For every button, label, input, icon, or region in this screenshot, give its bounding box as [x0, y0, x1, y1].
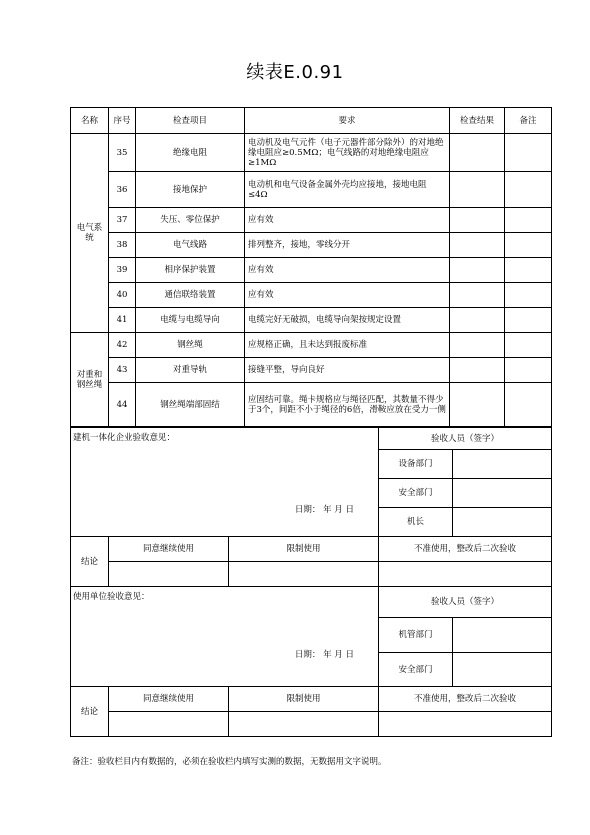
option-rectify: 不准使用，整改后二次验收: [379, 537, 552, 562]
row-remark[interactable]: [505, 333, 552, 358]
conclusion-label-2: 结论: [71, 687, 109, 737]
group-counterweight: 对重和钢丝绳: [71, 333, 109, 427]
table-row: [71, 233, 552, 258]
table-row: [71, 283, 552, 308]
row-remark[interactable]: [505, 134, 552, 172]
option-continue-2: 同意继续使用: [109, 687, 229, 712]
header-requirement: 要求: [245, 108, 450, 134]
mark-continue[interactable]: [109, 562, 229, 587]
mark-restricted[interactable]: [229, 562, 379, 587]
row-no: 44: [109, 383, 136, 427]
company-opinion-label: 建机一体化企业验收意见：: [73, 433, 176, 443]
header-row: [71, 108, 552, 134]
header-name: 名称: [71, 108, 109, 134]
role-equipment-dept: 设备部门: [379, 450, 453, 479]
row-result[interactable]: [450, 258, 505, 283]
row-no: 39: [109, 258, 136, 283]
row-requirement: 应有效: [245, 283, 450, 308]
row-requirement: 应固结可靠。绳卡规格应与绳径匹配，其数量不得少于3个，间距不小于绳径的6倍，滑鞍应放在受力一侧: [245, 383, 450, 427]
role-captain: 机长: [379, 508, 453, 537]
option-restricted-2: 限制使用: [229, 687, 379, 712]
row-result[interactable]: [450, 333, 505, 358]
row-requirement: 排列整齐，接地，零线分开: [245, 233, 450, 258]
mark-restricted-2[interactable]: [229, 712, 379, 737]
row-item: 钢丝绳端部固结: [136, 383, 245, 427]
user-date: 日期： 年 月 日: [294, 650, 354, 660]
row-no: 41: [109, 308, 136, 333]
table-row: [71, 258, 552, 283]
row-requirement: 电动机及电气元件（电子元器件部分除外）的对地绝缘电阻应≥0.5MΩ；电气线路的对地绝缘电阻应≥1MΩ: [245, 134, 450, 172]
mark-rectify-2[interactable]: [379, 712, 552, 737]
row-no: 35: [109, 134, 136, 172]
user-opinion-cell[interactable]: [71, 587, 379, 687]
header-item: 检查项目: [136, 108, 245, 134]
row-remark[interactable]: [505, 208, 552, 233]
row-item: 电气线路: [136, 233, 245, 258]
table-row: [71, 172, 552, 208]
row-remark[interactable]: [505, 358, 552, 383]
row-no: 38: [109, 233, 136, 258]
footnote: 备注：验收栏目内有数据的，必须在验收栏内填写实测的数据，无数据用文字说明。: [72, 757, 387, 767]
row-requirement: 应有效: [245, 258, 450, 283]
option-continue: 同意继续使用: [109, 537, 229, 562]
mark-continue-2[interactable]: [109, 712, 229, 737]
row-no: 40: [109, 283, 136, 308]
mark-rectify[interactable]: [379, 562, 552, 587]
signature-equipment-dept[interactable]: [453, 450, 552, 479]
row-item: 接地保护: [136, 172, 245, 208]
row-remark[interactable]: [505, 383, 552, 427]
row-result[interactable]: [450, 308, 505, 333]
row-no: 42: [109, 333, 136, 358]
signature-machine-dept[interactable]: [453, 618, 552, 653]
row-remark[interactable]: [505, 233, 552, 258]
row-result[interactable]: [450, 233, 505, 258]
row-result[interactable]: [450, 134, 505, 172]
signature-captain[interactable]: [453, 508, 552, 537]
row-result[interactable]: [450, 383, 505, 427]
group-electric: 电气系统: [71, 134, 109, 333]
page-title: 续表E.0.91: [246, 62, 344, 83]
header-result: 检查结果: [450, 108, 505, 134]
company-opinion-cell[interactable]: [71, 428, 379, 537]
row-item: 绝缘电阻: [136, 134, 245, 172]
row-no: 43: [109, 358, 136, 383]
row-item: 相序保护装置: [136, 258, 245, 283]
acceptance-table: [70, 427, 552, 737]
option-rectify-2: 不准使用，整改后二次验收: [379, 687, 552, 712]
row-result[interactable]: [450, 283, 505, 308]
signature-safety-dept[interactable]: [453, 479, 552, 508]
row-requirement: 电动机和电气设备金属外壳均应接地，接地电阻≤4Ω: [245, 172, 450, 208]
option-restricted: 限制使用: [229, 537, 379, 562]
signature-safety-dept-2[interactable]: [453, 653, 552, 687]
row-requirement: 应规格正确，且未达到报废标准: [245, 333, 450, 358]
role-safety-dept-2: 安全部门: [379, 653, 453, 687]
inspection-table: [70, 107, 552, 427]
row-requirement: 接缝平整，导向良好: [245, 358, 450, 383]
header-remark: 备注: [505, 108, 552, 134]
row-result[interactable]: [450, 358, 505, 383]
inspectors-header: 验收人员（签字）: [379, 428, 552, 450]
role-safety-dept: 安全部门: [379, 479, 453, 508]
row-result[interactable]: [450, 208, 505, 233]
row-no: 36: [109, 172, 136, 208]
row-no: 37: [109, 208, 136, 233]
company-date: 日期： 年 月 日: [294, 505, 354, 515]
row-remark[interactable]: [505, 172, 552, 208]
table-row: [71, 358, 552, 383]
table-row: [71, 308, 552, 333]
row-item: 电缆与电缆导向: [136, 308, 245, 333]
inspectors-header-2: 验收人员（签字）: [379, 587, 552, 618]
table-row: [71, 333, 552, 358]
row-remark[interactable]: [505, 258, 552, 283]
row-requirement: 应有效: [245, 208, 450, 233]
row-requirement: 电缆完好无破损，电缆导向架按规定设置: [245, 308, 450, 333]
table-row: [71, 134, 552, 172]
header-no: 序号: [109, 108, 136, 134]
user-opinion-label: 使用单位验收意见：: [73, 592, 150, 602]
row-result[interactable]: [450, 172, 505, 208]
row-item: 失压、零位保护: [136, 208, 245, 233]
row-item: 钢丝绳: [136, 333, 245, 358]
row-remark[interactable]: [505, 308, 552, 333]
row-remark[interactable]: [505, 283, 552, 308]
conclusion-label: 结论: [71, 537, 109, 587]
row-item: 通信联络装置: [136, 283, 245, 308]
row-item: 对重导轨: [136, 358, 245, 383]
role-machine-dept: 机管部门: [379, 618, 453, 653]
table-row: [71, 208, 552, 233]
table-row: [71, 383, 552, 427]
